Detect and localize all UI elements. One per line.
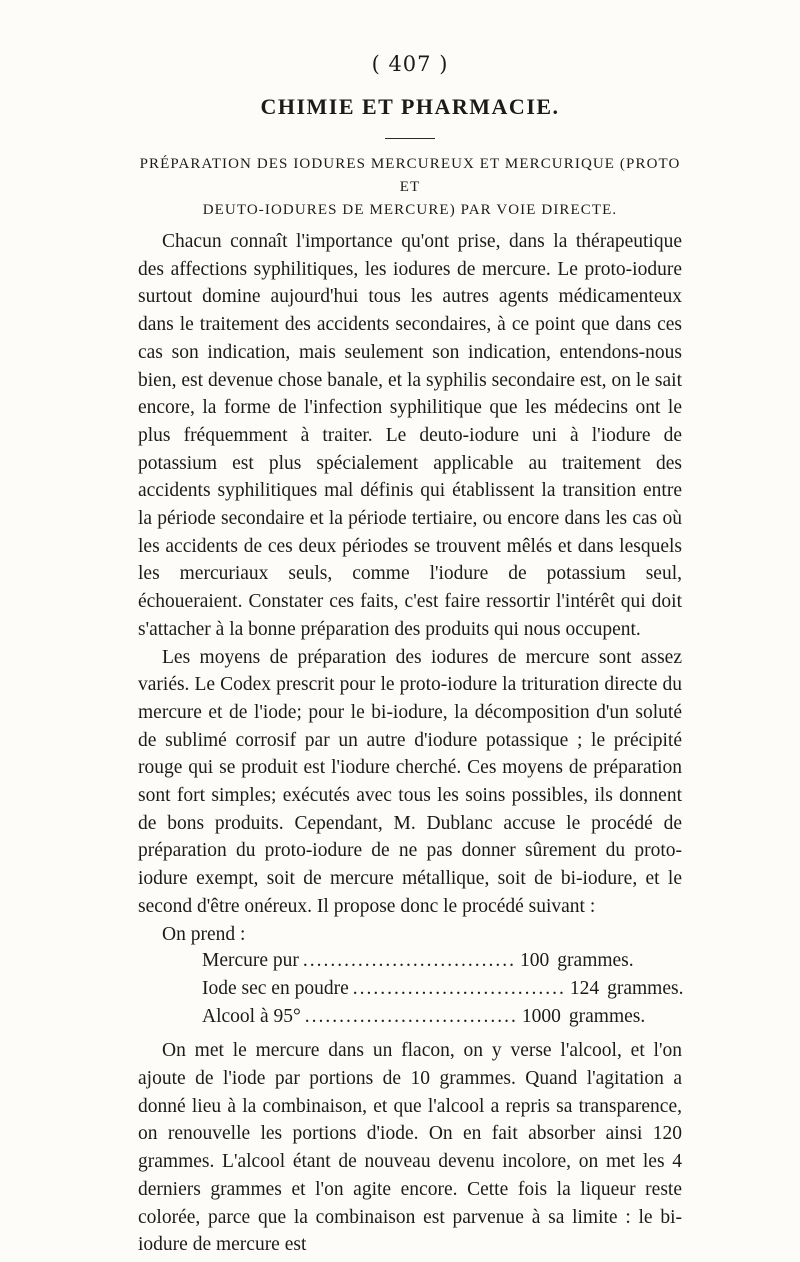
article-title-line-1: PRÉPARATION DES IODURES MERCUREUX ET MERCURIQUE (PROTO ET [139, 156, 681, 195]
recipe-unit: grammes. [557, 950, 634, 972]
recipe-row [202, 977, 684, 1006]
recipe-ingredient: Alcool à 95° [202, 1005, 301, 1027]
recipe-unit: grammes. [568, 1005, 646, 1027]
article-title-line-2: DEUTO-IODURES DE MERCURE) PAR VOIE DIRECTE. [202, 202, 618, 218]
recipe-row [202, 1005, 646, 1034]
recipe-ingredient: Mercure pur [202, 950, 299, 972]
article-title [138, 153, 682, 222]
recipe-leader-dots: ............................... [302, 950, 517, 972]
recipe-leader-dots: ............................... [304, 1005, 518, 1027]
section-title: CHIMIE ET PHARMACIE. [260, 94, 560, 119]
recipe-quantity: 100 [520, 950, 550, 972]
on-prend-line: On prend : [162, 923, 246, 945]
recipe-quantity: 1000 [521, 1005, 561, 1027]
paragraph-3: On met le mercure dans un flacon, on y verse l'alcool, et l'on ajoute de l'iode par portions de 10 grammes. Quand l'agitation a donné lieu à la combinaison, et que l'alcool a repris sa transparence, on renouvelle les portions d'iode. On en fait absorber ainsi 120 grammes. L'alcool étant de nouveau devenu incolore, on met les 4 derniers grammes et l'on agite encore. Cette fois la liqueur reste colorée, parce que la combinaison est parvenue à sa limite : le bi-iodure de mercure est [138, 1040, 682, 1256]
recipe-leader-dots: ............................... [352, 977, 566, 999]
paragraph-1: Chacun connaît l'importance qu'ont prise, dans la thérapeutique des affections syphilitiques, les iodures de mercure. Le proto-iodure surtout domine aujourd'hui tous les autres agents médicamenteux dans le traitement des accidents secondaires, à ce point que dans ces cas son indication, mais seulement son indication, entendons-nous bien, est devenue chose banale, et la syphilis secondaire est, on le sait encore, la forme de l'infection syphilitique que les médecins ont le plus fréquemment à traiter. Le deuto-iodure uni à l'iodure de potassium est plus spécialement applicable au traitement des accidents syphilitiques mal définis qui établissent la transition entre la période secondaire et la période tertiaire, ou encore dans les cas où les accidents de ces deux périodes se trouvent mêlés et dans lesquels les mercuriaux seuls, comme l'iodure de potassium seul, échoueraient. Constater ces faits, c'est faire ressortir l'intérêt qui doit s'attacher à la bonne préparation des produits qui nous occupent. [138, 231, 682, 640]
recipe-row [202, 950, 634, 978]
recipe-unit: grammes. [607, 977, 684, 999]
paragraph-2: Les moyens de préparation des iodures de mercure sont assez variés. Le Codex prescrit pour le proto-iodure la trituration directe du mercure et de l'iode; pour le bi-iodure, la décomposition d'un soluté de sublimé corrosif par un autre d'iodure potassique ; le précipité rouge qui se produit est l'iodure cherché. Ces moyens de préparation sont fort simples; exécutés avec tous les soins possibles, ils donnent de bons produits. Cependant, M. Dublanc accuse le procédé de préparation du proto-iodure de ne pas donner sûrement du proto-iodure exempt, soit de mercure métallique, soit de bi-iodure, et le second d'être onéreux. Il propose donc le procédé suivant : [138, 646, 682, 917]
title-divider [385, 138, 435, 139]
recipe-ingredient: Iode sec en poudre [202, 977, 349, 999]
page-number: ( 407 ) [371, 52, 449, 76]
recipe-quantity: 124 [569, 977, 600, 999]
recipe-list [202, 950, 684, 1033]
